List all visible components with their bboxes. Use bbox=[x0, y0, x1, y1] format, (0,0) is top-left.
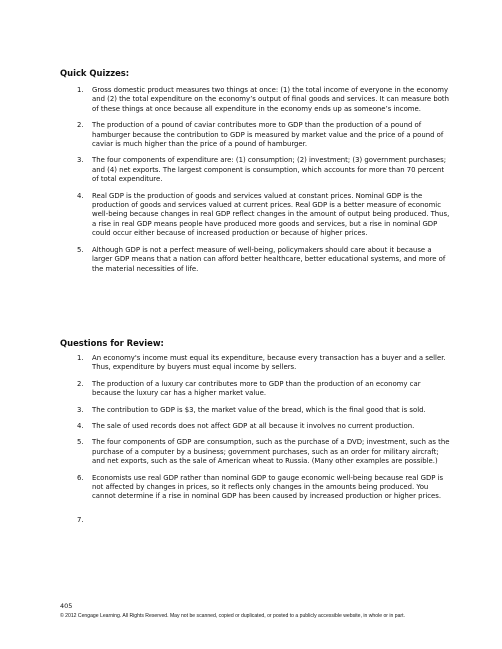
item-number: 6. bbox=[77, 473, 84, 482]
quick-quizzes-list bbox=[60, 86, 450, 281]
list-item bbox=[60, 354, 450, 373]
questions-for-review-list bbox=[60, 354, 450, 524]
item-number: 1. bbox=[77, 86, 84, 94]
item-text: The four components of GDP are consumption, such as the purchase of a DVD; investment, such as the purchase of a computer by a business; government purchases, such as an order for military aircraft; and net exports, such as the sale of American wheat to Russia. (Many other examples are possible.) bbox=[92, 438, 450, 466]
list-item bbox=[60, 246, 450, 274]
item-number: 2. bbox=[77, 379, 84, 388]
item-number: 5. bbox=[77, 245, 84, 254]
copyright-notice: © 2012 Cengage Learning. All Rights Reserved. May not be scanned, copied or duplicated, or posted to a publicly accessible website, in whole or in part. bbox=[60, 613, 405, 619]
questions-for-review-heading: Questions for Review: bbox=[60, 338, 164, 348]
list-item bbox=[60, 438, 450, 466]
item-number: 3. bbox=[77, 156, 84, 165]
item-text: Gross domestic product measures two things at once: (1) the total income of everyone in the economy and (2) the total expenditure on the economy’s output of final goods and services. It can measure both of these things at once because all expenditure in the economy ends up as someone’s income. bbox=[92, 86, 450, 113]
page-number: 405 bbox=[60, 602, 73, 610]
list-item bbox=[60, 86, 450, 114]
item-number: 4. bbox=[77, 422, 84, 431]
item-number: 1. bbox=[77, 354, 84, 362]
item-text: The production of a luxury car contributes more to GDP than the production of an economy car because the luxury car has a higher market value. bbox=[92, 379, 421, 398]
list-item bbox=[60, 156, 450, 184]
item-text: Economists use real GDP rather than nominal GDP to gauge economic well-being because real GDP is not affected by changes in prices, so it reflects only changes in the amounts being produced. You cannot determine if a rise in nominal GDP has been caused by increased production or higher prices. bbox=[92, 473, 444, 501]
list-item bbox=[60, 380, 450, 399]
quick-quizzes-heading: Quick Quizzes: bbox=[60, 68, 130, 78]
item-text: Although GDP is not a perfect measure of well-being, policymakers should care about it because a larger GDP means that a nation can afford better healthcare, better educational systems, and more of the material necessities of life. bbox=[92, 245, 446, 273]
item-text: The contribution to GDP is $3, the market value of the bread, which is the final good that is sold. bbox=[92, 405, 426, 414]
item-number: 3. bbox=[77, 405, 84, 414]
item-number: 7. bbox=[77, 515, 84, 524]
list-item bbox=[60, 121, 450, 149]
item-number: 2. bbox=[77, 121, 84, 130]
item-text: The four components of expenditure are: (1) consumption; (2) investment; (3) government purchases; and (4) net exports. The largest component is consumption, which accounts for more than 70 percent of total expenditure. bbox=[92, 156, 447, 184]
item-text: The production of a pound of caviar contributes more to GDP than the production of a pound of hamburger because the contribution to GDP is measured by market value and the price of a pound of caviar is much higher than the price of a pound of hamburger. bbox=[92, 121, 444, 149]
item-text: The sale of used records does not affect GDP at all because it involves no current production. bbox=[92, 422, 415, 431]
item-number: 4. bbox=[77, 191, 84, 200]
list-item bbox=[60, 192, 450, 239]
list-item bbox=[60, 474, 450, 502]
item-text: An economy's income must equal its expenditure, because every transaction has a buyer and a seller. Thus, expenditure by buyers must equal income by sellers. bbox=[92, 354, 446, 372]
item-number: 5. bbox=[77, 438, 84, 447]
list-item bbox=[60, 406, 450, 415]
list-item bbox=[60, 422, 450, 431]
item-text: Real GDP is the production of goods and services valued at constant prices. Nominal GDP is the production of goods and services valued at current prices. Real GDP is a better measure of economic well-being because changes in real GDP reflect changes in the amount of output being produced. Thus, a rise in real GDP means people have produced more goods and services, but a rise in nominal GDP could occur either because of increased production or because of higher prices. bbox=[92, 191, 450, 238]
